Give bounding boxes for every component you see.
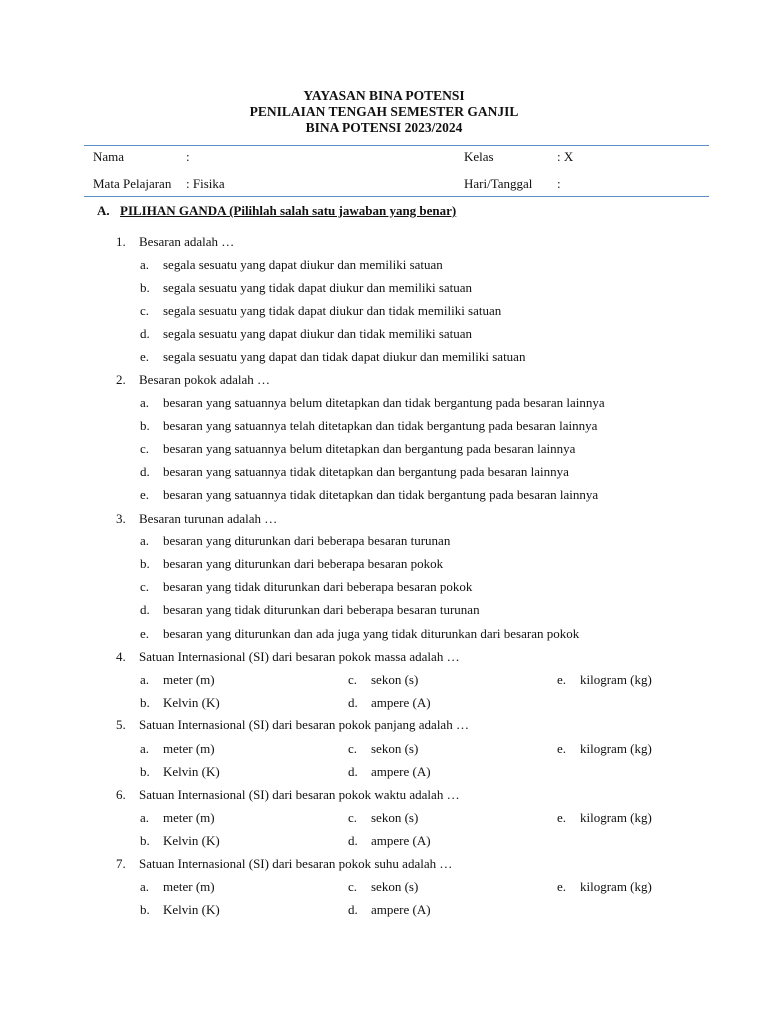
option-6c: [348, 810, 418, 826]
option-text: Kelvin (K): [163, 695, 220, 710]
option-5e: [557, 741, 652, 757]
option-label: c.: [348, 741, 358, 756]
option-label: c.: [348, 810, 358, 825]
option-text: meter (m): [163, 879, 215, 894]
option-6b: [140, 833, 220, 849]
question-4: [116, 649, 460, 665]
question-2: [116, 372, 270, 388]
option-text: besaran yang satuannya telah ditetapkan dan tidak bergantung pada besaran lainnya: [163, 418, 598, 433]
option-label: e.: [557, 741, 567, 756]
section-title: PILIHAN GANDA (Pilihlah salah satu jawaban yang benar): [120, 203, 457, 218]
option-5a: [140, 741, 215, 757]
question-number: 5.: [116, 717, 126, 732]
option-text: segala sesuatu yang tidak dapat diukur dan memiliki satuan: [163, 280, 473, 295]
hari-separator: :: [557, 176, 561, 191]
option-label: a.: [140, 810, 150, 825]
section-heading: [97, 203, 456, 219]
option-text: besaran yang diturunkan dari beberapa besaran pokok: [163, 556, 444, 571]
option-1b: [140, 280, 472, 296]
option-label: b.: [140, 764, 150, 779]
option-6d: [348, 833, 431, 849]
option-2d: [140, 464, 569, 480]
option-label: e.: [140, 349, 150, 364]
option-text: sekon (s): [371, 879, 419, 894]
option-label: b.: [140, 418, 150, 433]
question-text: Satuan Internasional (SI) dari besaran pokok waktu adalah …: [139, 787, 460, 802]
question-number: 3.: [116, 511, 126, 526]
option-label: e.: [557, 672, 567, 687]
kelas-label: Kelas: [464, 149, 494, 164]
option-2b: [140, 418, 597, 434]
section-letter: A.: [97, 203, 110, 218]
nama-separator: :: [186, 149, 190, 164]
hari-label: Hari/Tanggal: [464, 176, 533, 191]
option-1c: [140, 303, 501, 319]
option-label: c.: [140, 441, 150, 456]
option-label: a.: [140, 395, 150, 410]
option-6e: [557, 810, 652, 826]
option-2a: [140, 395, 605, 411]
option-label: b.: [140, 280, 150, 295]
option-text: ampere (A): [371, 902, 431, 917]
option-label: b.: [140, 833, 150, 848]
option-4e: [557, 672, 652, 688]
top-divider: [84, 145, 709, 146]
option-text: ampere (A): [371, 764, 431, 779]
question-text: Besaran adalah …: [139, 234, 235, 249]
question-7: [116, 856, 452, 872]
question-text: Besaran pokok adalah …: [139, 372, 271, 387]
option-label: d.: [348, 695, 358, 710]
kelas-value: : X: [557, 149, 574, 164]
option-4c: [348, 672, 418, 688]
option-1d: [140, 326, 472, 342]
option-text: sekon (s): [371, 672, 419, 687]
option-text: sekon (s): [371, 741, 419, 756]
option-label: e.: [140, 626, 150, 641]
question-text: Besaran turunan adalah …: [139, 511, 278, 526]
option-label: a.: [140, 257, 150, 272]
header-exam-title: PENILAIAN TENGAH SEMESTER GANJIL: [249, 104, 519, 119]
question-number: 1.: [116, 234, 126, 249]
option-label: c.: [348, 672, 358, 687]
option-text: besaran yang satuannya belum ditetapkan dan bergantung pada besaran lainnya: [163, 441, 576, 456]
option-2c: [140, 441, 575, 457]
option-label: c.: [140, 303, 150, 318]
option-label: d.: [140, 326, 150, 341]
option-label: d.: [348, 764, 358, 779]
option-label: b.: [140, 556, 150, 571]
option-text: besaran yang tidak diturunkan dari beberapa besaran pokok: [163, 579, 473, 594]
option-text: kilogram (kg): [580, 879, 652, 894]
option-text: segala sesuatu yang tidak dapat diukur dan tidak memiliki satuan: [163, 303, 502, 318]
question-5: [116, 717, 469, 733]
question-6: [116, 787, 460, 803]
option-text: besaran yang satuannya tidak ditetapkan dan tidak bergantung pada besaran lainnya: [163, 487, 599, 502]
bottom-divider: [84, 196, 709, 197]
option-5c: [348, 741, 418, 757]
option-7a: [140, 879, 215, 895]
option-label: e.: [557, 879, 567, 894]
option-3e: [140, 626, 579, 642]
option-label: d.: [140, 602, 150, 617]
option-2e: [140, 487, 598, 503]
option-label: a.: [140, 533, 150, 548]
option-7b: [140, 902, 220, 918]
option-text: kilogram (kg): [580, 672, 652, 687]
option-text: besaran yang tidak diturunkan dari beberapa besaran turunan: [163, 602, 480, 617]
option-text: sekon (s): [371, 810, 419, 825]
option-label: e.: [557, 810, 567, 825]
option-label: b.: [140, 902, 150, 917]
option-3b: [140, 556, 443, 572]
option-text: segala sesuatu yang dapat diukur dan tidak memiliki satuan: [163, 326, 473, 341]
document-header: [0, 88, 768, 136]
option-text: besaran yang satuannya belum ditetapkan dan tidak bergantung pada besaran lainnya: [163, 395, 605, 410]
option-1a: [140, 257, 443, 273]
question-text: Satuan Internasional (SI) dari besaran pokok massa adalah …: [139, 649, 460, 664]
question-3: [116, 511, 277, 527]
option-4d: [348, 695, 431, 711]
option-7e: [557, 879, 652, 895]
option-7d: [348, 902, 431, 918]
mapel-label: Mata Pelajaran: [93, 176, 172, 191]
option-label: b.: [140, 695, 150, 710]
option-label: d.: [140, 464, 150, 479]
option-text: besaran yang satuannya tidak ditetapkan dan bergantung pada besaran lainnya: [163, 464, 569, 479]
question-number: 2.: [116, 372, 126, 387]
option-1e: [140, 349, 525, 365]
question-number: 7.: [116, 856, 126, 871]
option-text: kilogram (kg): [580, 810, 652, 825]
option-label: d.: [348, 902, 358, 917]
option-text: meter (m): [163, 741, 215, 756]
option-label: d.: [348, 833, 358, 848]
mapel-value: : Fisika: [186, 176, 225, 191]
option-text: ampere (A): [371, 695, 431, 710]
option-5b: [140, 764, 220, 780]
question-number: 4.: [116, 649, 126, 664]
option-4b: [140, 695, 220, 711]
header-school-year: BINA POTENSI 2023/2024: [305, 120, 463, 135]
question-text: Satuan Internasional (SI) dari besaran pokok panjang adalah …: [139, 717, 469, 732]
option-label: c.: [348, 879, 358, 894]
option-label: a.: [140, 672, 150, 687]
option-6a: [140, 810, 215, 826]
option-3a: [140, 533, 450, 549]
option-3c: [140, 579, 472, 595]
option-text: kilogram (kg): [580, 741, 652, 756]
option-3d: [140, 602, 480, 618]
option-4a: [140, 672, 215, 688]
option-label: c.: [140, 579, 150, 594]
option-label: e.: [140, 487, 150, 502]
option-text: Kelvin (K): [163, 764, 220, 779]
question-1: [116, 234, 234, 250]
question-number: 6.: [116, 787, 126, 802]
option-text: meter (m): [163, 810, 215, 825]
option-text: Kelvin (K): [163, 833, 220, 848]
option-text: ampere (A): [371, 833, 431, 848]
option-5d: [348, 764, 431, 780]
option-text: segala sesuatu yang dapat dan tidak dapat diukur dan memiliki satuan: [163, 349, 526, 364]
option-label: a.: [140, 741, 150, 756]
nama-label: Nama: [93, 149, 125, 164]
option-text: Kelvin (K): [163, 902, 220, 917]
option-7c: [348, 879, 418, 895]
question-text: Satuan Internasional (SI) dari besaran pokok suhu adalah …: [139, 856, 453, 871]
option-text: besaran yang diturunkan dari beberapa besaran turunan: [163, 533, 451, 548]
option-label: a.: [140, 879, 150, 894]
option-text: segala sesuatu yang dapat diukur dan memiliki satuan: [163, 257, 443, 272]
option-text: meter (m): [163, 672, 215, 687]
option-text: besaran yang diturunkan dan ada juga yang tidak diturunkan dari besaran pokok: [163, 626, 580, 641]
header-foundation: YAYASAN BINA POTENSI: [303, 88, 465, 103]
